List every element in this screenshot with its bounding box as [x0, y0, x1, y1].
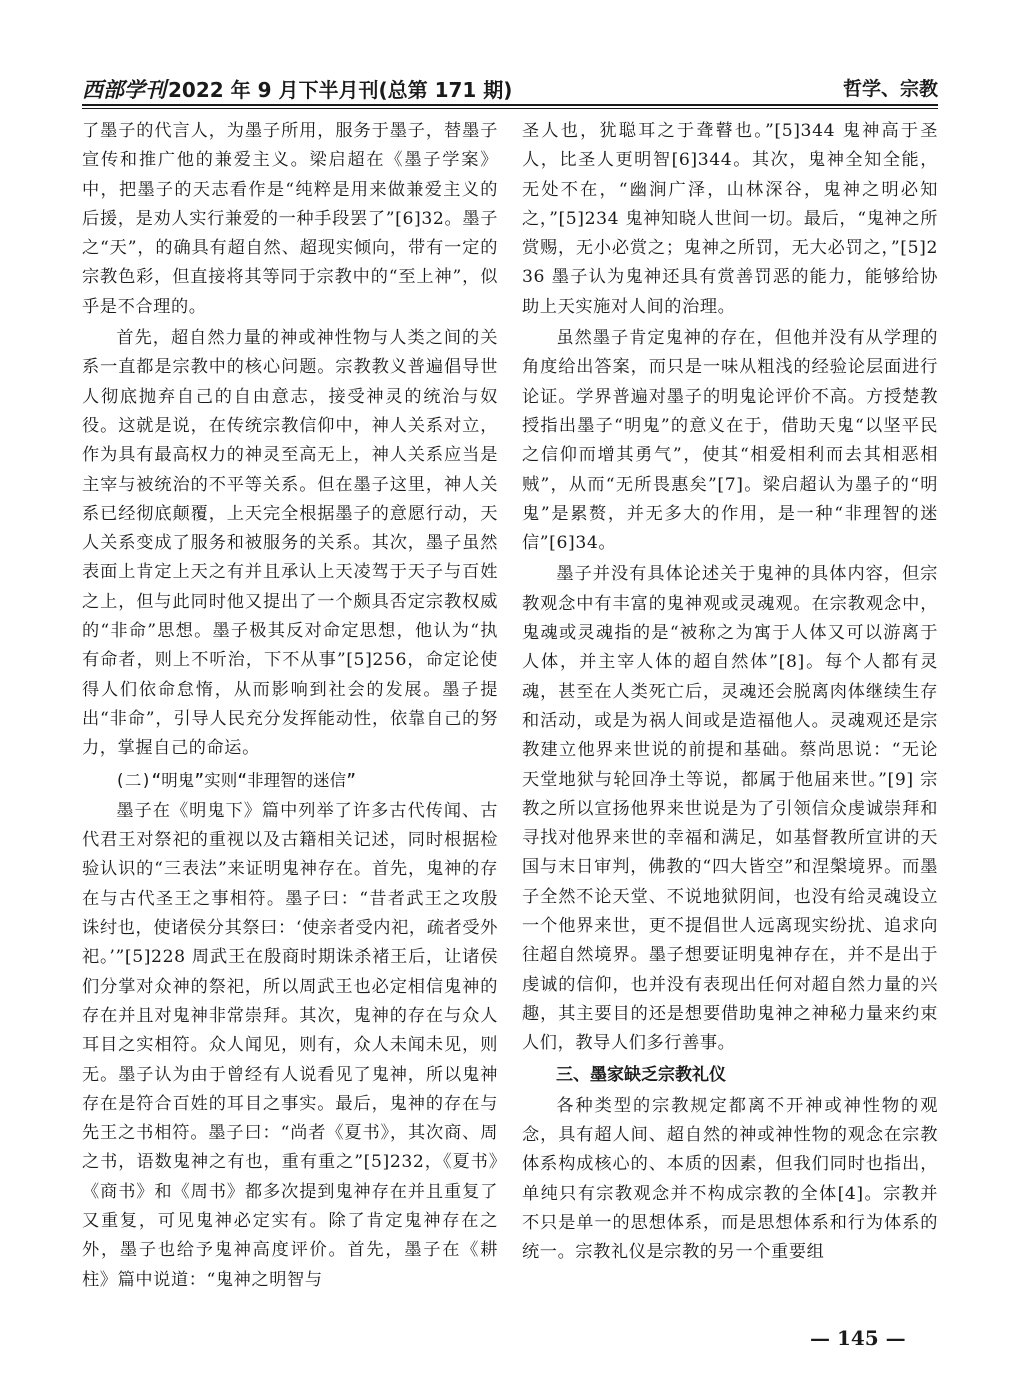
paragraph: 了墨子的代言人，为墨子所用，服务于墨子，替墨子宣传和推广他的兼爱主义。梁启超在《墨子学案》中，把墨子的天志看作是“纯粹是用来做兼爱主义的后援，是劝人实行兼爱的一种手段罢了”[6]32。墨子之“天”，的确具有超自然、超现实倾向，带有一定的宗教色彩，但直接将其等同于宗教中的“至上神”，似乎是不合理的。 — [82, 121, 498, 317]
left-column — [82, 117, 498, 1297]
right-column — [522, 117, 938, 1270]
journal-logo: 西部学刊 — [82, 77, 166, 102]
section-label: 哲学、宗教 — [842, 78, 938, 100]
paragraph: 各种类型的宗教规定都离不开神或神性物的观念，具有超人间、超自然的神或神性物的观念在宗教体系构成核心的、本质的因素，但我们同时也指出，单纯只有宗教观念并不构成宗教的全体[4]。宗教并不只是单一的思想体系，而是思想体系和行为体系的统一。宗教礼仪是宗教的另一个重要组 — [522, 1095, 938, 1263]
journal-issue — [82, 74, 512, 104]
issue-info: 2022 年 9 月下半月刊(总第 171 期) — [168, 78, 513, 102]
subsection-heading: (二)“明鬼”实则“非理智的迷信” — [115, 770, 357, 790]
running-header — [82, 70, 938, 104]
paragraph: 圣人也，犹聪耳之于聋瞽也。”[5]344 鬼神高于圣人，比圣人更明智[6]344。其次，鬼神全知全能，无处不在，“幽涧广泽，山林深谷，鬼神之明必知之，”[5]234 鬼神知晓人世间一切。最后，“鬼神之所赏赐，无小必赏之；鬼神之所罚，无大必罚之，”[5]236 墨子认为鬼神还具有赏善罚恶的能力，能够给协助上天实施对人间的治理。 — [522, 121, 938, 317]
paragraph: 首先，超自然力量的神或神性物与人类之间的关系一直都是宗教中的核心问题。宗教教义普遍倡导世人彻底抛弃自己的自由意志，接受神灵的统治与奴役。这就是说，在传统宗教信仰中，神人关系对立，作为具有最高权力的神灵至高无上，神人关系应当是主宰与被统治的不平等关系。但在墨子这里，神人关系已经彻底颠覆，上天完全根据墨子的意愿行动，天人关系变成了服务和被服务的关系。其次，墨子虽然表面上肯定上天之有并且承认上天凌驾于天子与百姓之上，但与此同时他又提出了一个颇具否定宗教权威的“非命”思想。墨子极其反对命定思想，他认为“执有命者，则上不听治，下不从事”[5]256，命定论使得人们依命怠惰，从而影响到社会的发展。墨子提出“非命”，引导人民充分发挥能动性，依靠自己的努力，掌握自己的命运。 — [82, 328, 498, 759]
section-heading: 三、墨家缺乏宗教礼仪 — [556, 1064, 726, 1085]
paragraph: 墨子在《明鬼下》篇中列举了许多古代传闻、古代君王对祭祀的重视以及古籍相关记述，同时根据检验认识的“三表法”来证明鬼神存在。首先，鬼神的存在与古代圣王之事相符。墨子曰：“昔者武王之攻殷诛纣也，使诸侯分其祭曰：‘使亲者受内祀，疏者受外祀。’”[5]228 周武王在殷商时期诛杀褚王后，让诸侯们分掌对众神的祭祀，所以周武王也必定相信鬼神的存在并且对鬼神非常崇拜。其次，鬼神的存在与众人耳目之实相符。众人闻见，则有，众人未闻未见，则无。墨子认为由于曾经有人说看见了鬼神，所以鬼神存在是符合百姓的耳目之事实。最后，鬼神的存在与先王之书相符。墨子曰：“尚者《夏书》，其次商、周之书，语数鬼神之有也，重有重之”[5]232，《夏书》《商书》和《周书》都多次提到鬼神存在并且重复了又重复，可见鬼神必定实有。除了肯定鬼神存在之外，墨子也给予鬼神高度评价。首先，墨子在《耕柱》篇中说道：“鬼神之明智与 — [82, 800, 498, 1290]
header-rule — [82, 104, 938, 109]
paragraph: 墨子并没有具体论述关于鬼神的具体内容，但宗教观念中有丰富的鬼神观或灵魂观。在宗教观念中，鬼魂或灵魂指的是“被称之为寓于人体又可以游离于人体，并主宰人体的超自然体”[8]。每个人都有灵魂，甚至在人类死亡后，灵魂还会脱离肉体继续生存和活动，或是为祸人间或是造福他人。灵魂观还是宗教建立他界来世说的前提和基础。蔡尚思说：“无论天堂地狱与轮回净土等说，都属于他届来世。”[9] 宗教之所以宣扬他界来世说是为了引领信众虔诚崇拜和寻找对他界来世的幸福和满足，如基督教所宣讲的天国与末日审判，佛教的“四大皆空”和涅槃境界。而墨子全然不论天堂、不说地狱阴间，也没有给灵魂设立一个他界来世，更不提倡世人远离现实纷扰、追求向往超自然境界。墨子想要证明鬼神存在，并不是出于虔诚的信仰，也并没有表现出任何对超自然力量的兴趣，其主要目的还是想要借助鬼神之神秘力量来约束人们，教导人们多行善事。 — [522, 564, 938, 1054]
page-number: — 145 — — [810, 1326, 906, 1350]
paragraph: 虽然墨子肯定鬼神的存在，但他并没有从学理的角度给出答案，而只是一味从粗浅的经验论层面进行论证。学界普遍对墨子的明鬼论评价不高。方授楚教授指出墨子“明鬼”的意义在于，借助天鬼“以坚平民之信仰而增其勇气”，使其“相爱相利而去其相恶相贼”，从而“无所畏惠矣”[7]。梁启超认为墨子的“明鬼”是累赘，并无多大的作用，是一种“非理智的迷信”[6]34。 — [522, 328, 938, 554]
